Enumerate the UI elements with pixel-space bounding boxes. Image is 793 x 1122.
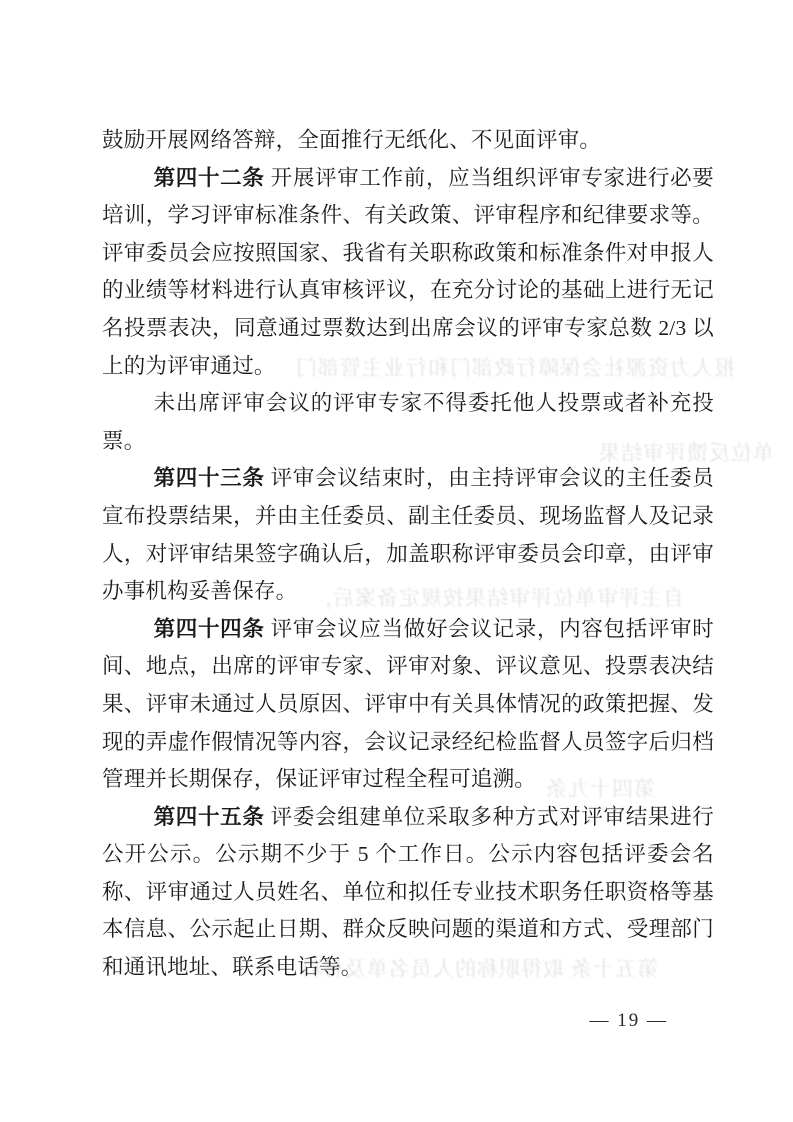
para-absent-experts: 未出席评审会议的评审专家不得委托他人投票或者补充投票。	[102, 391, 714, 453]
article-45: 第四十五条 评委会组建单位采取多种方式对评审结果进行公开公示。公示期不少于 5 个工作日。公示内容包括评委会名称、评审通过人员姓名、单位和拟任专业技术职务任职资格等基本信息、公示起止日期、群众反映问题的渠道和方式、受理部门和通讯地址、联系电话等。	[102, 804, 714, 980]
article-term: 第四十五条	[153, 804, 265, 829]
bleedthrough-text: 报人力资源社会保障行政部门和行业主管部门	[295, 356, 735, 380]
bleedthrough-text: 第五十条 取得职称的人员名单及材料	[300, 957, 659, 981]
bleedthrough-text: 单位反馈评审结果	[598, 441, 774, 465]
article-44: 第四十四条 评审会议应当做好会议记录，内容包括评审时间、地点，出席的评审专家、评审对象、评议意见、投票表决结果、评审未通过人员原因、评审中有关具体情况的政策把握、发现的弄虚作假情况等内容，会议记录经纪检监督人员签字后归档管理并长期保存，保证评审过程全程可追溯。	[102, 616, 714, 792]
bleedthrough-text: 自主评审单位评审结果按规定备案后，	[310, 586, 684, 610]
article-42: 第四十二条 开展评审工作前，应当组织评审专家进行必要培训，学习评审标准条件、有关政策、评审程序和纪律要求等。评审委员会应按照国家、我省有关职称政策和标准条件对申报人的业绩等材料进行认真审核评议，在充分讨论的基础上进行无记名投票表决，同意通过票数达到出席会议的评审专家总数 2/3 以上的为评审通过。	[102, 165, 714, 378]
para-continuation: 鼓励开展网络答辩，全面推行无纸化、不见面评审。	[102, 128, 602, 152]
article-term: 第四十二条	[153, 165, 265, 190]
article-43: 第四十三条 评审会议结束时，由主持评审会议的主任委员宣布投票结果，并由主任委员、副主任委员、现场监督人及记录人，对评审结果签字确认后，加盖职称评审委员会印章，由评审办事机构妥善保存。	[102, 466, 714, 604]
article-term: 第四十四条	[153, 616, 265, 641]
bleedthrough-text: 第四十九条	[545, 777, 655, 801]
article-term: 第四十三条	[153, 466, 265, 491]
page-number: — 19 —	[589, 1010, 668, 1031]
text-block	[102, 122, 714, 987]
